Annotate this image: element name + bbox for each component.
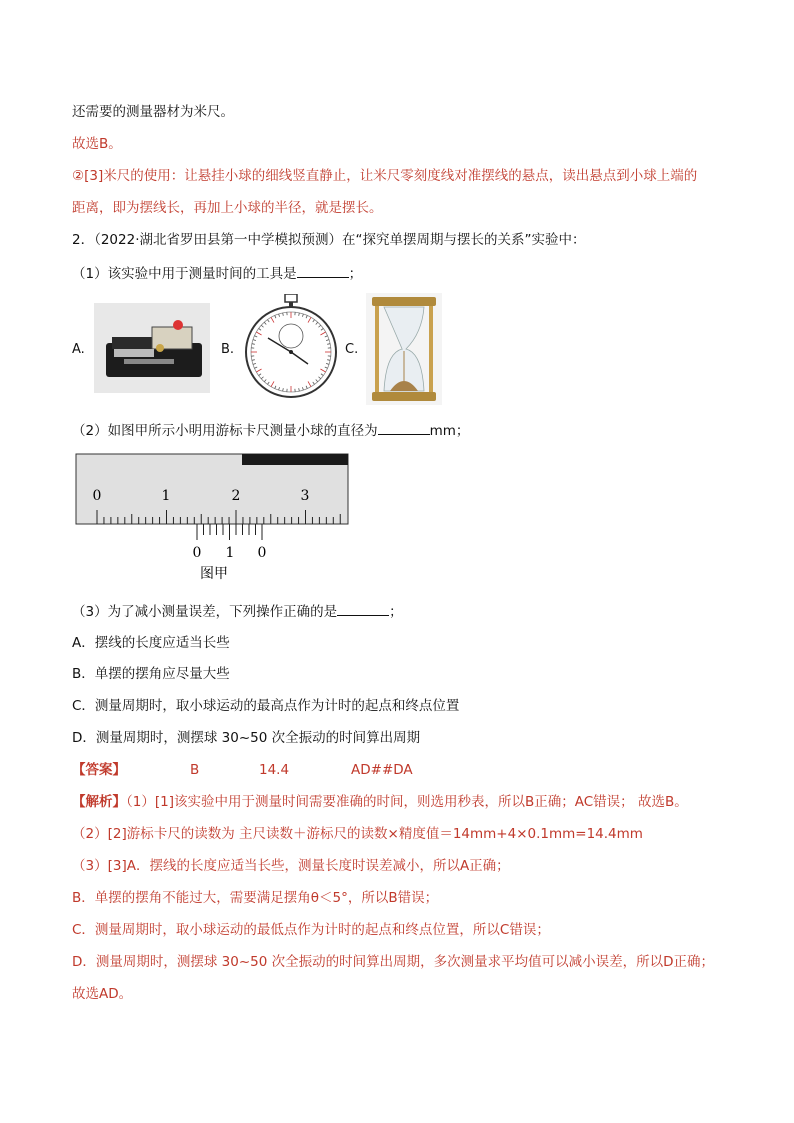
main-scale-label: 3: [300, 488, 310, 504]
figure-caption: 图甲: [200, 566, 228, 582]
answer-blank: [297, 263, 349, 278]
text-line: 故选B。: [72, 136, 122, 152]
text-line: 还需要的测量器材为米尺。: [72, 104, 234, 120]
main-scale-label: 1: [161, 488, 171, 504]
answer-blank: [337, 601, 389, 616]
answer-tag: 【答案】: [72, 762, 126, 778]
analysis-line: [72, 792, 688, 812]
question-text: （1）该实验中用于测量时间的工具是: [72, 266, 297, 282]
analysis-line: （3）[3]A．摆线的长度应适当长些，测量长度时误差减小，所以A正确；: [72, 858, 510, 874]
analysis-line: （2）[2]游标卡尺的读数为 主尺读数＋游标尺的读数×精度值＝14mm+4×0.1mm=14.4mm: [72, 826, 643, 842]
question-text: mm；: [429, 423, 470, 439]
analysis-line: D．测量周期时，测摆球 30~50 次全振动的时间算出周期，多次测量求平均值可以减小误差，所以D正确；: [72, 954, 715, 970]
option-a-label: A.: [72, 342, 85, 357]
choice-item: D．测量周期时，测摆球 30~50 次全振动的时间算出周期: [72, 730, 421, 746]
question-text: ；: [389, 604, 403, 620]
answer-value: B: [190, 762, 200, 778]
main-scale-label: 2: [231, 488, 241, 504]
analysis-tag: 【解析】: [72, 794, 126, 810]
question-text: ；: [348, 266, 363, 282]
option-b-label: B.: [221, 342, 235, 357]
analysis-line: B．单摆的摆角不能过大，需要满足摆角θ＜5°，所以B错误；: [72, 890, 439, 906]
choice-item: A．摆线的长度应适当长些: [72, 635, 230, 651]
option-c-label: C.: [345, 342, 359, 357]
text-line: ②[3]米尺的使用：让悬挂小球的细线竖直静止，让米尺零刻度线对准摆线的悬点，读出悬点到小球上端的: [72, 168, 698, 184]
choice-item: B．单摆的摆角应尽量大些: [72, 666, 230, 682]
question-part-3: [72, 601, 403, 622]
question-stem: 2．（2022·湖北省罗田县第一中学模拟预测）在“探究单摆周期与摆长的关系”实验中：: [72, 232, 586, 248]
analysis-line: 故选AD。: [72, 986, 133, 1002]
question-text: （3）为了减小测量误差，下列操作正确的是: [72, 604, 338, 620]
vernier-scale-label: 0: [192, 545, 202, 561]
question-part-2: [72, 420, 469, 441]
answer-line: [72, 760, 413, 780]
electromagnetic-timer-image: [94, 303, 210, 393]
answer-value: AD##DA: [351, 762, 413, 778]
choice-item: C．测量周期时，取小球运动的最高点作为计时的起点和终点位置: [72, 698, 460, 714]
analysis-text: （1）[1]该实验中用于测量时间需要准确的时间，则选用秒表，所以B正确；AC错误； 故选B。: [126, 794, 688, 810]
vernier-scale-label: 0: [257, 545, 267, 561]
text-line: 距离，即为摆线长，再加上小球的半径，就是摆长。: [72, 200, 383, 216]
stopwatch-image: [240, 294, 342, 398]
vernier-scale-label: 1: [225, 545, 235, 561]
question-text: （2）如图甲所示小明用游标卡尺测量小球的直径为: [72, 423, 378, 439]
main-scale-label: 0: [92, 488, 102, 504]
answer-value: 14.4: [259, 762, 290, 778]
vernier-caliper-figure: [72, 450, 362, 586]
hourglass-image: [366, 293, 442, 405]
question-part-1: [72, 263, 362, 284]
answer-blank: [378, 420, 430, 435]
analysis-line: C．测量周期时，取小球运动的最低点作为计时的起点和终点位置，所以C错误；: [72, 922, 550, 938]
